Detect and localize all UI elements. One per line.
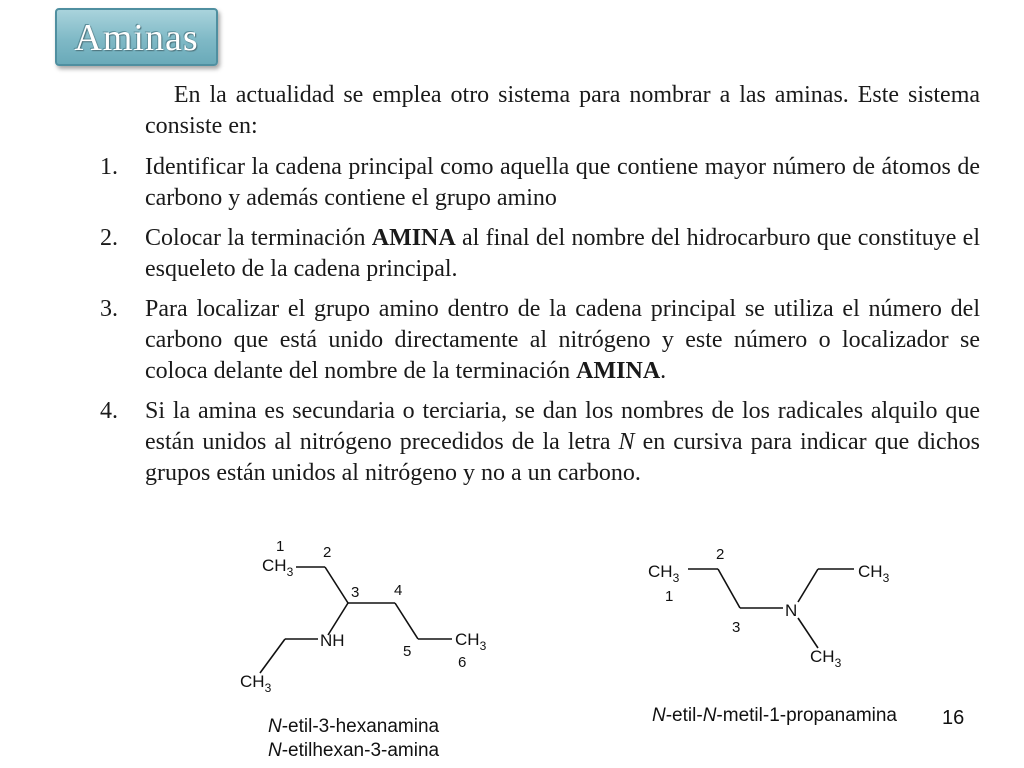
ch3-right-label: $CH_3$ [455,630,487,653]
ch3-top-label: $CH_3$ [262,556,294,579]
nh-label: NH [320,631,345,650]
carbon-number-1: 1 [276,538,285,555]
step-text: Si la amina es secundaria o terciaria, se dan los nombres de los radicales alquilo que están unidos al nitrógeno precedidos de la letra [145,398,980,455]
carbon-number-1: 1 [665,588,674,605]
step-italic: N [618,429,635,455]
molecule-1-caption [268,715,439,763]
molecule-2-caption [652,705,897,727]
title-banner [55,8,218,66]
molecule-2-structure [640,540,910,680]
molecule-2-bonds [688,569,854,648]
caption-text: -etil- [665,705,703,726]
step-text-end: al final del nombre del hidrocarburo que constituye el esqueleto de la cadena principal. [145,225,980,282]
step-number: 3. [100,296,118,322]
carbon-number-3: 3 [351,584,360,601]
step-text-end: . [660,358,667,384]
caption-text: -etilhexan-3-amina [281,740,440,761]
molecule-1-structure [230,535,520,700]
ch3-bottom-label: $CH_3$ [240,672,272,695]
caption-italic: N [702,705,717,726]
list-item [100,294,980,387]
step-bold: AMINA [576,358,661,384]
step-number: 1. [100,154,118,180]
page-title: Aminas [74,17,199,59]
ch3-right-label: $CH_3$ [858,562,890,585]
page-number: 16 [942,707,965,729]
caption-italic: N [268,716,282,737]
intro-text: En la actualidad se emplea otro sistema para nombrar a las aminas. Este sistema consiste en: [145,82,981,139]
step-text: Colocar la terminación [145,225,372,251]
carbon-number-6: 6 [458,654,467,671]
carbon-number-3: 3 [732,619,741,636]
step-number: 4. [100,398,118,424]
list-item [100,396,980,489]
step-text-end: en cursiva para indicar que dichos grupos están unidos al nitrógeno y no a un carbono. [145,429,981,486]
intro-paragraph [145,80,980,142]
list-item [100,152,980,214]
caption-italic: N [652,705,666,726]
carbon-number-5: 5 [403,643,412,660]
step-text: Para localizar el grupo amino dentro de la cadena principal se utiliza el número del carbono que está unido directamente al nitrógeno y este número o localizador se coloca delante del nombre de la terminación [145,296,980,384]
ch3-left-label: $CH_3$ [648,562,680,585]
n-label: N [785,601,798,620]
caption-text: -metil-1-propanamina [716,705,897,726]
carbon-number-4: 4 [394,582,403,599]
molecule-1-bonds [260,567,452,673]
caption-italic: N [268,740,282,761]
list-item [100,223,980,285]
steps-list [100,152,980,498]
ch3-bottom-label: $CH_3$ [810,647,842,670]
caption-text: -etil-3-hexanamina [281,716,440,737]
carbon-number-2: 2 [323,544,332,561]
step-bold: AMINA [371,225,456,251]
step-text: Identificar la cadena principal como aquella que contiene mayor número de átomos de carbono y además contiene el grupo amino [145,154,980,211]
step-number: 2. [100,225,118,251]
carbon-number-2: 2 [716,546,725,563]
